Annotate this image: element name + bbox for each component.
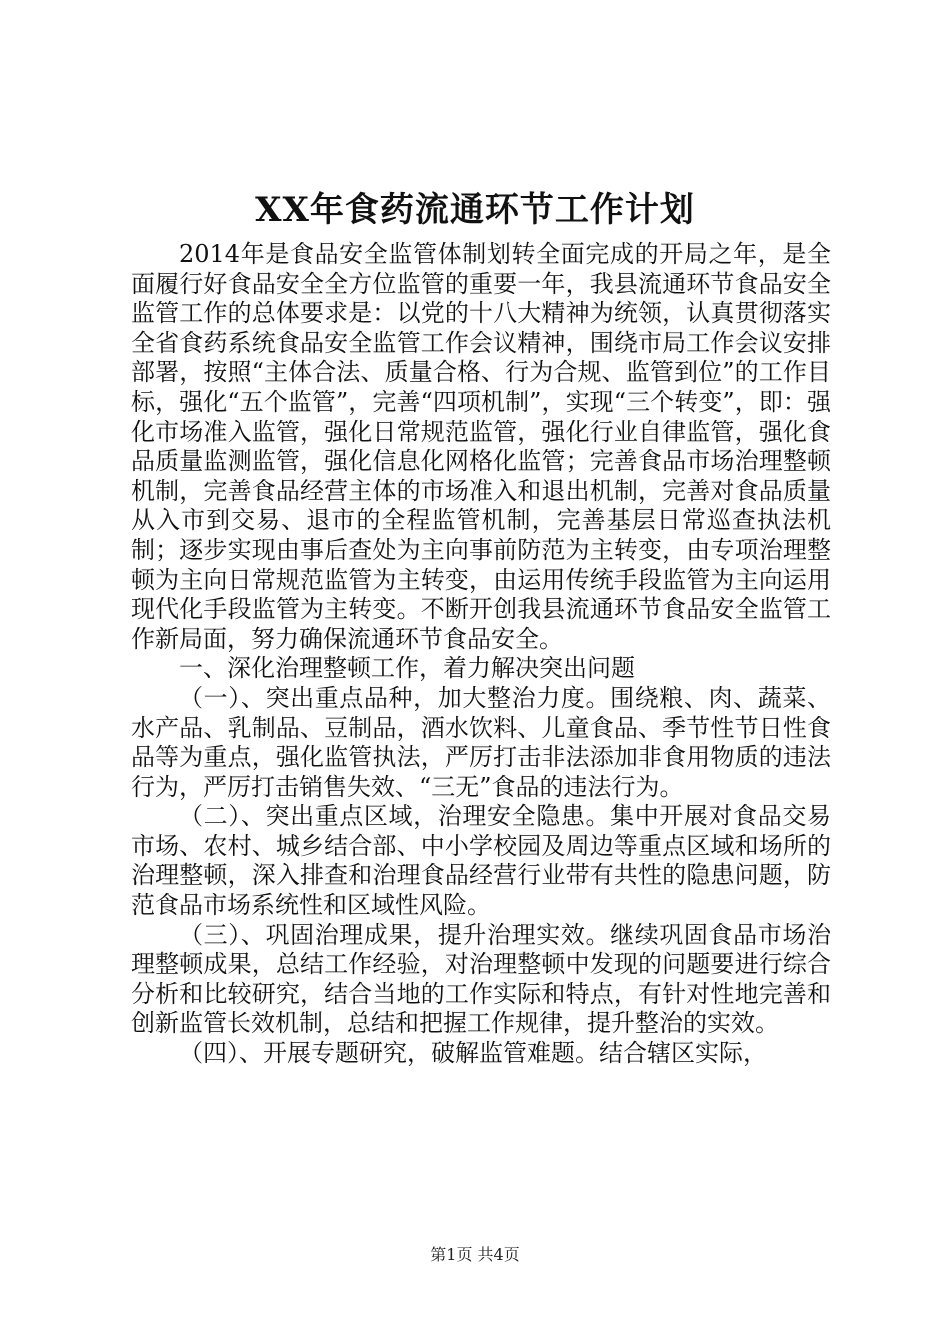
section-heading-1: 一、深化治理整顿工作，着力解决突出问题 bbox=[179, 654, 635, 683]
page-number-footer: 第1页 共4页 bbox=[430, 1245, 520, 1264]
document-body bbox=[131, 240, 831, 1069]
item-paragraph-3: （三）、巩固治理成果，提升治理实效。继续巩固食品市场治理整顿成果，总结工作经验，对治理整顿中发现的问题要进行综合分析和比较研究，结合当地的工作实际和特点，有针对性地完善和创新监管长效机制，总结和把握工作规律，提升整治的实效。 bbox=[131, 920, 831, 1038]
item-paragraph-1: （一）、突出重点品种，加大整治力度。围绕粮、肉、蔬菜、水产品、乳制品、豆制品，酒水饮料、儿童食品、季节性节日性食品等为重点，强化监管执法，严厉打击非法添加非食用物质的违法行为，严厉打击销售失效、“三无”食品的违法行为。 bbox=[131, 683, 831, 801]
intro-paragraph: 2014年是食品安全监管体制划转全面完成的开局之年，是全面履行好食品安全全方位监管的重要一年，我县流通环节食品安全监管工作的总体要求是：以党的十八大精神为统领，认真贯彻落实全省食药系统食品安全监管工作会议精神，围绕市局工作会议安排部署，按照“主体合法、质量合格、行为合规、监管到位”的工作目标，强化“五个监管”，完善“四项机制”，实现“三个转变”，即：强化市场准入监管，强化日常规范监管，强化行业自律监管，强化食品质量监测监管，强化信息化网格化监管；完善食品市场治理整顿机制，完善食品经营主体的市场准入和退出机制，完善对食品质量从入市到交易、退市的全程监管机制，完善基层日常巡查执法机制；逐步实现由事后查处为主向事前防范为主转变，由专项治理整顿为主向日常规范监管为主转变，由运用传统手段监管为主向运用现代化手段监管为主转变。不断开创我县流通环节食品安全监管工作新局面，努力确保流通环节食品安全。 bbox=[131, 240, 831, 653]
item-paragraph-2: （二）、突出重点区域，治理安全隐患。集中开展对食品交易市场、农村、城乡结合部、中小学校园及周边等重点区域和场所的治理整顿，深入排查和治理食品经营行业带有共性的隐患问题，防范食品市场系统性和区域性风险。 bbox=[131, 802, 831, 920]
item-paragraph-4: （四）、开展专题研究，破解监管难题。结合辖区实际， bbox=[179, 1039, 767, 1068]
document-title: XX年食药流通环节工作计划 bbox=[255, 190, 695, 230]
